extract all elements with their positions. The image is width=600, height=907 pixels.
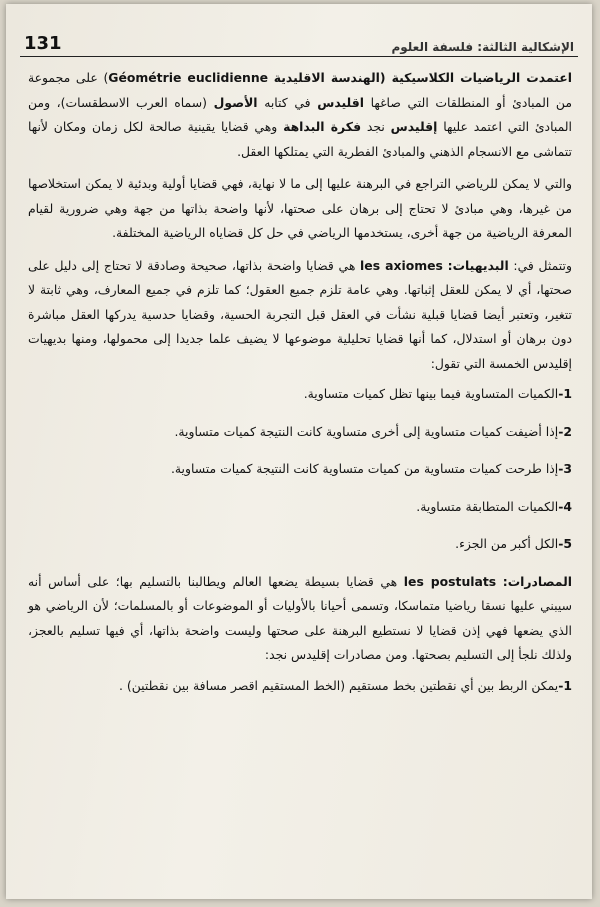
axioms-body: هي قضايا واضحة بذاتها، صحيحة وصادقة لا تحتاج إلى دليل على صحتها، أي لا يمكن للعقل إثباتها. وهي عامة تلزم جميع العقول؛ كما تلزم في جميع المعارف، وهي ثابتة لا تتغير، وتعتبر أيضا قضايا قبلية نشأت في العقل قبل التجربة الحسية، وقضايا حدسية يدركها العقل مباشرة دون برهان أو استدلال، كما أنها قضايا تحليلية موضوعها لا يضيف علما جديدا إلى محمولها، ومنها بديهيات إقليدس الخمسة التي تقول: — [28, 257, 572, 371]
postulates-term: المصادرات: — [502, 573, 572, 589]
header-rule — [20, 56, 578, 57]
list-item — [28, 674, 572, 699]
intro-text-1: اعتمدت الرياضيات الكلاسيكية (الهندسة الاقليدية — [273, 70, 572, 85]
term-geometrie-euclidienne: Géométrie euclidienne — [108, 70, 269, 85]
postulates-paragraph — [28, 570, 572, 668]
intro-text-2: ) على مجموعة من المبادئ أو المنطلقات التي صاغها — [28, 70, 572, 110]
axioms-term: البديهيات: — [447, 257, 509, 273]
axioms-term-latin: les axiomes — [360, 257, 443, 273]
list-item — [28, 457, 572, 482]
item-number: 4- — [558, 498, 572, 514]
item-text: يمكن الربط بين أي نقطتين بخط مستقيم (الخط المستقيم اقصر مسافة بين نقطتين) . — [119, 677, 559, 693]
paragraph-2: والتي لا يمكن للرياضي التراجع في البرهنة عليها إلى ما لا نهاية، فهي قضايا أولية وبدئية لا يمكن استخلاصها من غيرها، وهي مبادئ لا تحتاج إلى برهان على صحتها، لأنها واضحة بذاتها من جهة وهي ضرورية لقيام المعرفة الرياضية من جهة أخرى، يستخدمها الرياضي في حل كل قضاياه الرياضية المختلفة. — [28, 176, 572, 240]
intro-text-4: (سماه العرب الاسطقسات)، ومن المبادئ التي اعتمد عليها — [28, 94, 572, 134]
axioms-paragraph — [28, 254, 572, 377]
intro-text-3: في كتابه — [264, 94, 311, 110]
axiom-list — [28, 382, 572, 557]
running-head: الإشكالية الثالثة: فلسفة العلوم — [391, 40, 574, 54]
item-text: الكميات المتساوية فيما بينها تظل كميات متساوية. — [303, 386, 559, 401]
item-number: 1- — [558, 677, 572, 693]
item-number: 1- — [558, 386, 572, 401]
item-text: الكل أكبر من الجزء. — [455, 536, 559, 551]
item-number: 2- — [558, 423, 572, 439]
axioms-lead: وتتمثل في: — [513, 257, 572, 273]
item-number: 3- — [558, 461, 572, 476]
postulates-body: هي قضايا بسيطة يضعها العالم ويطالبنا بالتسليم بها؛ على أساس أنه سيبني عليها نسقا رياضيا متماسكا، وتسمى أحيانا بالأوليات أو الموضوعات أو بالمسلمات؛ لأن الرياضي هو الذي يضعها فهي إذن قضايا لا نستطيع البرهنة على صحتها وليست واضحة بذاتها، أي فيها تسليم بالعجز، ولذلك نلجأ إلى التسليم بصحتها. ومن مصادرات إقليدس نجد: — [28, 573, 572, 662]
self-evidence-term: فكرة البداهة — [283, 119, 362, 134]
item-text: الكميات المتطابقة متساوية. — [416, 498, 559, 514]
list-item — [28, 382, 572, 407]
item-text: إذا طرحت كميات متساوية من كميات متساوية كانت النتيجة كميات متساوية. — [170, 461, 559, 476]
item-number: 5- — [558, 536, 572, 551]
list-item — [28, 420, 572, 445]
page-body — [28, 66, 572, 889]
euclid-name-2: إقليدس — [390, 119, 438, 134]
document-page — [6, 4, 592, 899]
item-text: إذا أضيفت كميات متساوية إلى أخرى متساوية كانت النتيجة كميات متساوية. — [174, 423, 559, 439]
intro-paragraph — [28, 66, 572, 164]
intro-text-5: نجد — [366, 119, 385, 134]
list-item — [28, 532, 572, 557]
euclid-name: اقليدس — [317, 94, 364, 110]
book-title: الأصول — [213, 94, 258, 110]
page-number: 131 — [24, 33, 62, 54]
postulate-list — [28, 674, 572, 699]
list-item — [28, 495, 572, 520]
intro-text-6: وهي قضايا يقينية صالحة لكل زمان ومكان لأنها تتماشى مع الانسجام الذهني والمبادئ الفطرية التي يمتلكها العقل. — [28, 119, 572, 159]
page-header — [24, 14, 574, 54]
postulates-term-latin: les postulats — [403, 573, 497, 589]
